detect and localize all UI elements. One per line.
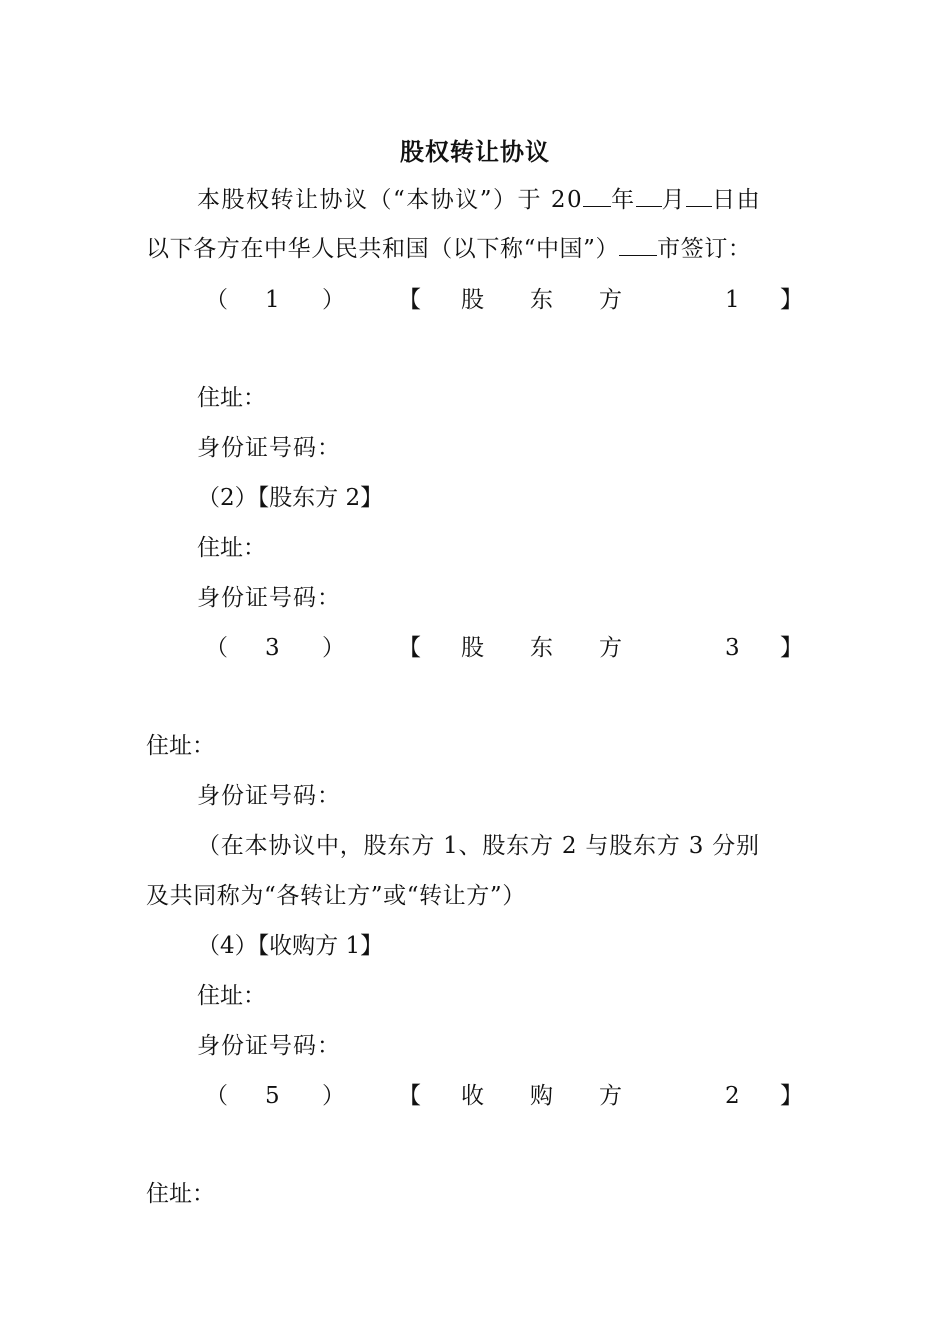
- intro-year-label: 年: [611, 187, 636, 213]
- party5-close-paren: ）: [322, 1083, 345, 1109]
- party3-bracket-close: 】: [780, 635, 803, 661]
- party2-id-label: 身份证号码：: [197, 585, 341, 611]
- party1-open-paren: （: [205, 287, 228, 313]
- note-line-2: 及共同称为“各转让方”或“转让方”）: [146, 883, 526, 909]
- party1-word-2: 东: [530, 287, 553, 313]
- party3-number: 3: [265, 635, 280, 661]
- document-title: 股权转让协议: [400, 137, 550, 166]
- party4-id-label: 身份证号码：: [197, 1033, 341, 1059]
- party1-address-label: 住址：: [197, 385, 266, 411]
- intro-month-label: 月: [661, 187, 687, 213]
- party3-word-1: 股: [461, 635, 484, 661]
- party5-address-label: 住址：: [146, 1181, 215, 1207]
- party5-index: 2: [725, 1083, 740, 1109]
- party4-line: （4）【收购方 1】: [197, 933, 384, 959]
- intro-city-label: 市签订：: [657, 236, 752, 262]
- city-blank: [619, 233, 657, 256]
- party5-word-2: 购: [530, 1083, 553, 1109]
- party3-id-label: 身份证号码：: [197, 783, 341, 809]
- party1-bracket-close: 】: [780, 287, 803, 313]
- party3-open-paren: （: [205, 635, 228, 661]
- party1-word-1: 股: [461, 287, 484, 313]
- intro-line-2: [146, 233, 752, 265]
- party1-id-label: 身份证号码：: [197, 435, 341, 461]
- party3-bracket-open: 【: [398, 635, 421, 661]
- party1-word-3: 方: [599, 287, 622, 313]
- party3-close-paren: ）: [322, 635, 345, 661]
- party5-number: 5: [265, 1083, 280, 1109]
- intro-day-label: 日由: [712, 187, 762, 213]
- party2-address-label: 住址：: [197, 535, 266, 561]
- party1-close-paren: ）: [322, 287, 345, 313]
- day-blank: [686, 184, 712, 207]
- party5-bracket-close: 】: [780, 1083, 803, 1109]
- party3-word-3: 方: [599, 635, 622, 661]
- party5-word-1: 收: [461, 1083, 484, 1109]
- intro-text-1: 本股权转让协议（“本协议”）于 20: [197, 187, 584, 213]
- party5-word-3: 方: [599, 1083, 622, 1109]
- party4-address-label: 住址：: [197, 983, 266, 1009]
- party3-index: 3: [725, 635, 740, 661]
- intro-text-2: 以下各方在中华人民共和国（以下称“中国”）: [146, 236, 620, 262]
- party1-number: 1: [265, 287, 280, 313]
- intro-line-1: [197, 184, 761, 216]
- party1-bracket-open: 【: [398, 287, 421, 313]
- party3-address-label: 住址：: [146, 733, 215, 759]
- party1-index: 1: [725, 287, 740, 313]
- year-blank: [583, 184, 611, 207]
- party3-word-2: 东: [530, 635, 553, 661]
- note-line-1: （在本协议中，股东方 1、股东方 2 与股东方 3 分别: [197, 833, 760, 859]
- month-blank: [636, 184, 662, 207]
- party2-line: （2）【股东方 2】: [197, 485, 384, 511]
- party5-open-paren: （: [205, 1083, 228, 1109]
- party5-bracket-open: 【: [398, 1083, 421, 1109]
